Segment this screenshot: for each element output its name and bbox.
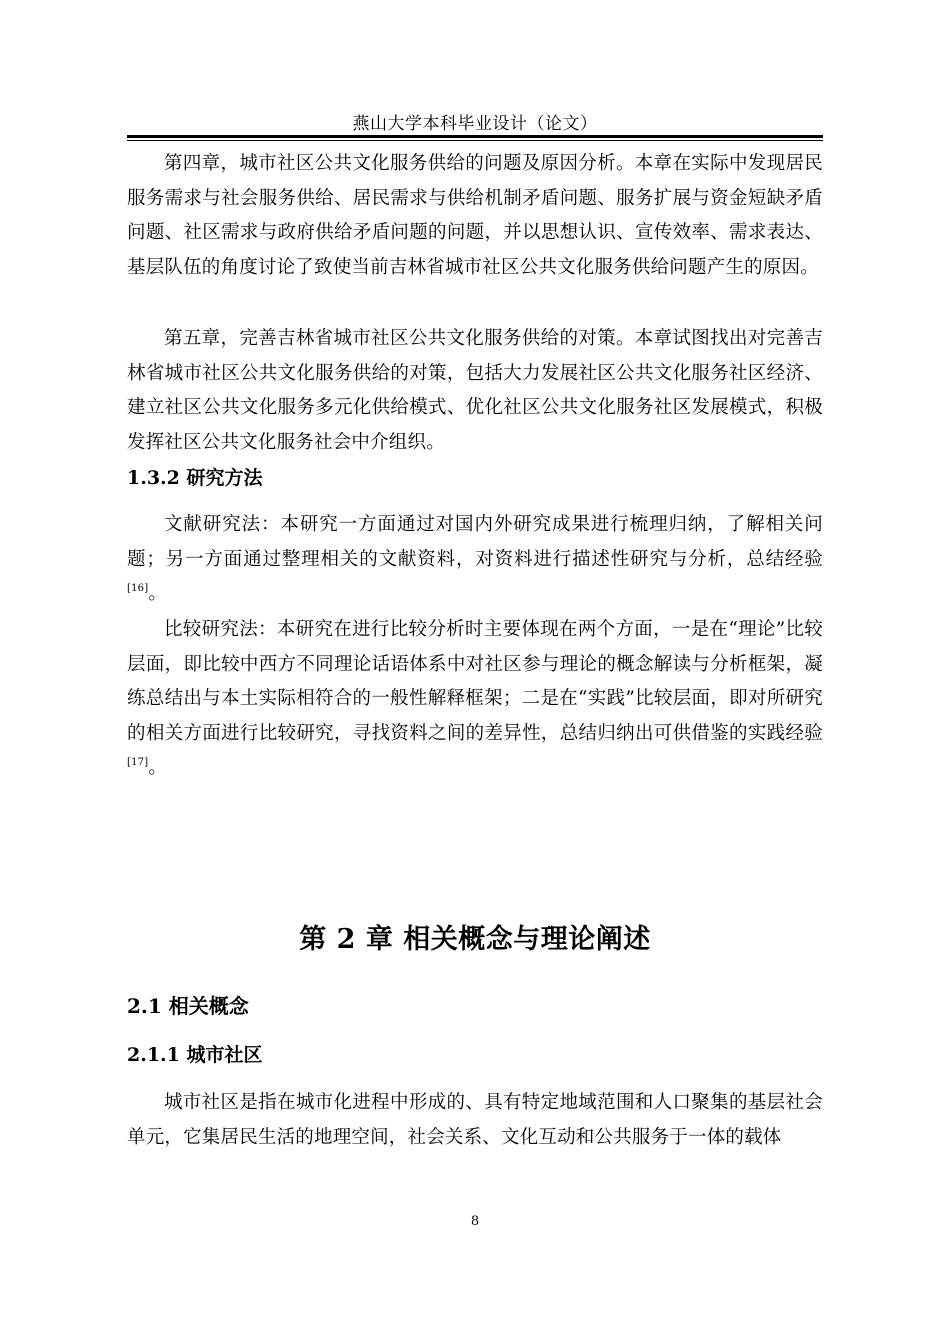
- chapter-title: 第 2 章 相关概念与理论阐述: [299, 924, 651, 955]
- section-heading-2-1: 2.1 相关概念: [127, 994, 249, 1018]
- paragraph-chapter5-summary: 第五章，完善吉林省城市社区公共文化服务供给的对策。本章试图找出对完善吉林省城市社区公共文化服务供给的对策，包括大力发展社区公共文化服务社区经济、建立社区公共文化服务多元化供给模式、优化社区公共文化服务社区发展模式，积极发挥社区公共文化服务社会中介组织。: [127, 328, 823, 453]
- section-heading-1-3-2: 1.3.2 研究方法: [127, 467, 263, 489]
- paragraph-chapter4-summary: 第四章，城市社区公共文化服务供给的问题及原因分析。本章在实际中发现居民服务需求与社会服务供给、居民需求与供给机制矛盾问题、服务扩展与资金短缺矛盾问题、社区需求与政府供给矛盾问题的问题，并以思想认识、宣传效率、需求表达、基层队伍的角度讨论了致使当前吉林省城市社区公共文化服务供给问题产生的原因。: [127, 153, 823, 278]
- paragraph-comparative-method: [127, 613, 823, 786]
- comparative-method-end: 。: [148, 757, 168, 778]
- comparative-method-text: 比较研究法：本研究在进行比较分析时主要体现在两个方面，一是在“理论”比较层面，即比较中西方不同理论话语体系中对社区参与理论的概念解读与分析框架，凝练总结出与本土实际相符合的一般性解释框架；二是在“实践”比较层面，即对所研究的相关方面进行比较研究，寻找资料之间的差异性，总结归纳出可供借鉴的实践经验: [127, 619, 823, 744]
- running-header: 燕山大学本科毕业设计（论文）: [352, 114, 598, 134]
- citation-16: [16]: [127, 583, 149, 594]
- paragraph-urban-community: 城市社区是指在城市化进程中形成的、具有特定地域范围和人口聚集的基层社会单元，它集居民生活的地理空间，社会关系、文化互动和公共服务于一体的载体: [127, 1092, 823, 1148]
- citation-17: [17]: [127, 757, 149, 768]
- paragraph-literature-method: [127, 508, 823, 612]
- literature-method-end: 。: [148, 583, 168, 604]
- header-rule-thin: [127, 140, 823, 141]
- literature-method-text: 文献研究法：本研究一方面通过对国内外研究成果进行梳理归纳，了解相关问题；另一方面通过整理相关的文献资料，对资料进行描述性研究与分析，总结经验: [127, 514, 823, 570]
- header-rule-thick: [127, 135, 823, 138]
- page-number: 8: [470, 1214, 480, 1229]
- section-heading-2-1-1: 2.1.1 城市社区: [127, 1044, 263, 1066]
